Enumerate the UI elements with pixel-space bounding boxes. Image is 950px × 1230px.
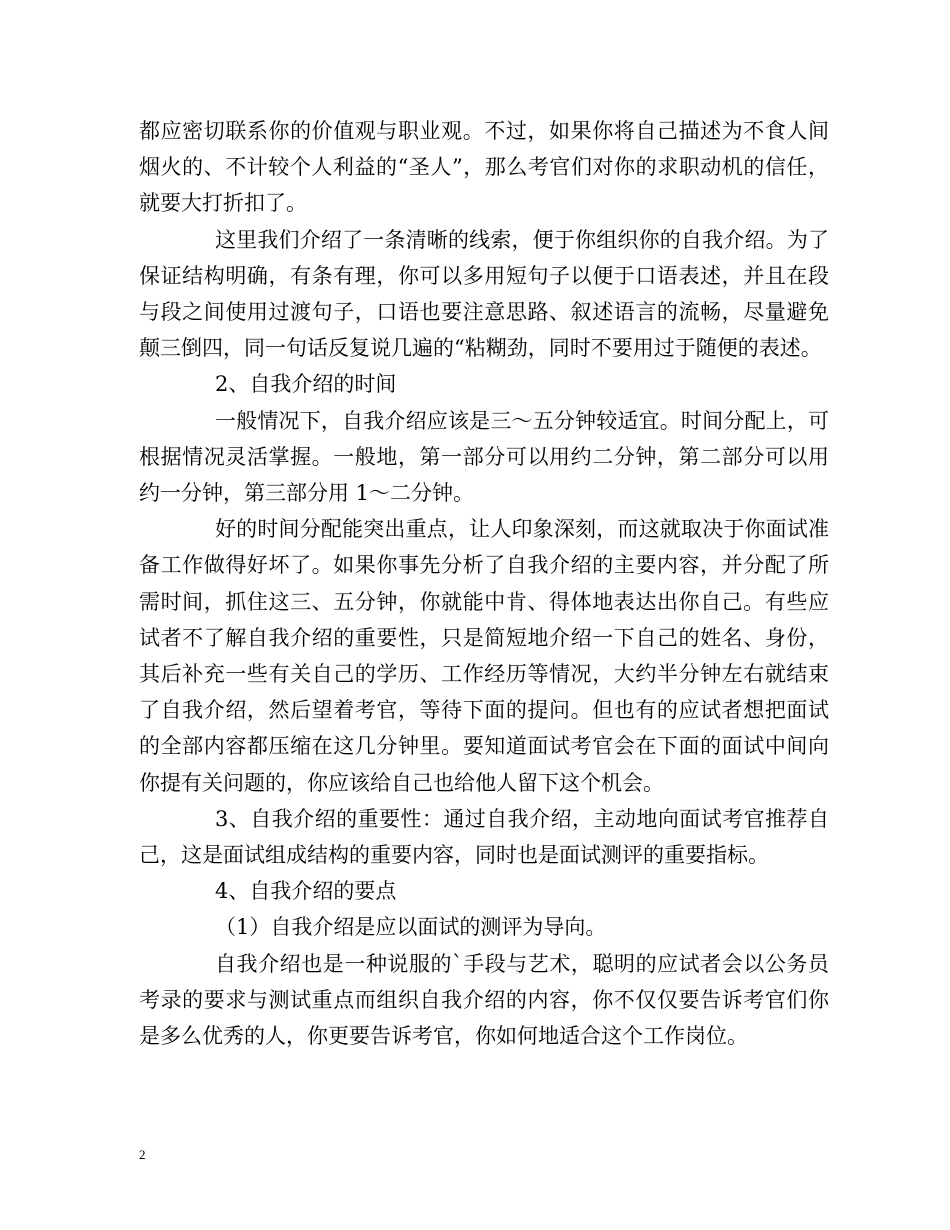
section-heading-time: 2、自我介绍的时间 [215,372,397,397]
section-heading-key-points: 4、自我介绍的要点 [215,879,397,904]
paragraph-importance: 3、自我介绍的重要性：通过自我介绍，主动地向面试考官推荐自己，这是面试组成结构的重要内容，同时也是面试测评的重要指标。 [139,806,829,868]
paragraph-time-emphasis: 好的时间分配能突出重点，让人印象深刻，而这就取决于你面试准备工作做得好坏了。如果你事先分析了自我介绍的主要内容，并分配了所需时间，抓住这三、五分钟，你就能中肯、得体地表达出你自己。有些应试者不了解自我介绍的重要性，只是简短地介绍一下自己的姓名、身份，其后补充一些有关自己的学历、工作经历等情况，大约半分钟左右就结束了自我介绍，然后望着考官，等待下面的提问。但也有的应试者想把面试的全部内容都压缩在这几分钟里。要知道面试考官会在下面的面试中间向你提有关问题的，你应该给自己也给他人留下这个机会。 [139,517,829,795]
paragraph-clear-structure: 这里我们介绍了一条清晰的线索，便于你组织你的自我介绍。为了保证结构明确，有条有理，你可以多用短句子以便于口语表述，并且在段与段之间使用过渡句子，口语也要注意思路、叙述语言的流畅，尽量避免颠三倒四，同一句话反复说几遍的“粘糊劲，同时不要用过于随便的表述。 [139,227,829,361]
page-number: 2 [139,1147,146,1162]
subheading-point-1: （1）自我介绍是应以面试的测评为导向。 [215,915,607,940]
paragraph-persuasion: 自我介绍也是一种说服的`手段与艺术，聪明的应试者会以公务员考录的要求与测试重点而组织自我介绍的内容，你不仅仅要告诉考官们你是多么优秀的人，你更要告诉考官，你如何地适合这个工作岗位。 [139,951,829,1049]
document-body [139,113,829,1054]
paragraph-motivation-continued: 都应密切联系你的价值观与职业观。不过，如果你将自己描述为不食人间烟火的、不计较个人利益的“圣人”，那么考官们对你的求职动机的信任，就要大打折扣了。 [139,119,829,216]
paragraph-time-allocation: 一般情况下，自我介绍应该是三～五分钟较适宜。时间分配上，可根据情况灵活掌握。一般地，第一部分可以用约二分钟，第二部分可以用约一分钟，第三部分用 1～二分钟。 [139,408,829,506]
